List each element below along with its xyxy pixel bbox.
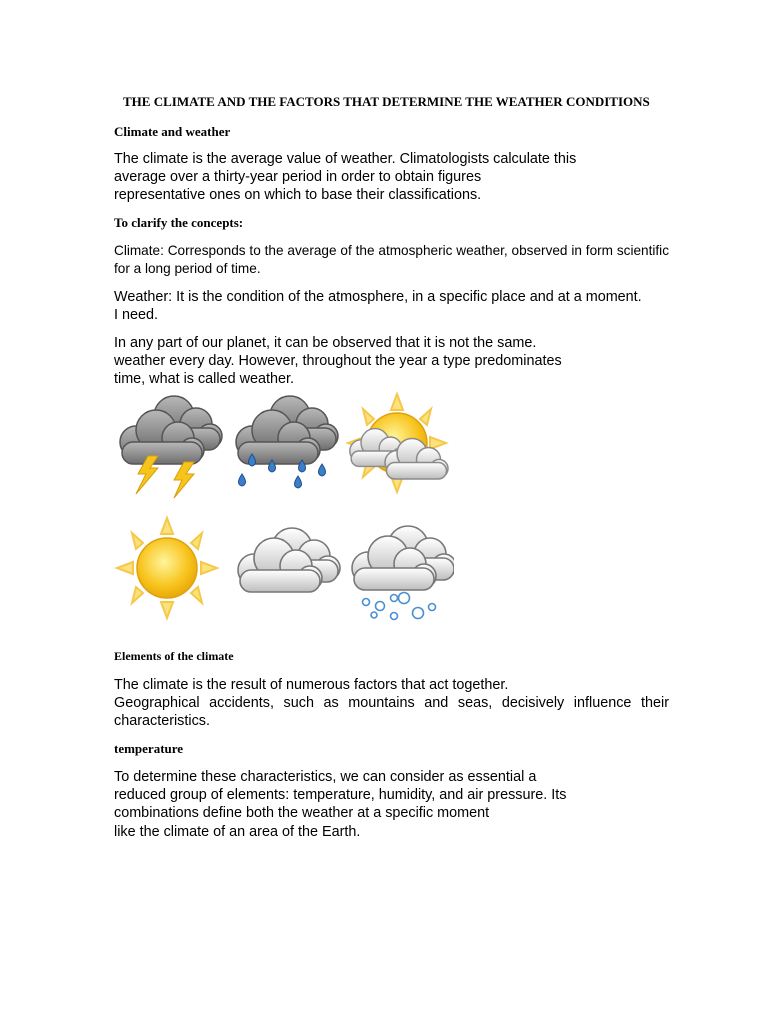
paragraph-planet-weather: In any part of our planet, it can be observed that it is not the same. weather every day. However, throughout the year a type predominates time, what is called weather. bbox=[114, 335, 562, 388]
paragraph-weather-concept: Weather: It is the condition of the atmosphere, in a specific place and at a moment. I need. bbox=[114, 289, 642, 324]
rain-icon bbox=[236, 396, 338, 488]
section-heading-elements-of-climate: Elements of the climate bbox=[114, 649, 234, 663]
paragraph-climate-definition: The climate is the average value of weather. Climatologists calculate this average over a thirty-year period in order to obtain figures representative ones on which to base their classifications. bbox=[114, 151, 577, 204]
section-heading-clarify-concepts: To clarify the concepts: bbox=[114, 215, 244, 230]
snow-icon bbox=[352, 526, 454, 620]
weather-icons-svg bbox=[112, 390, 454, 630]
document-title: THE CLIMATE AND THE FACTORS THAT DETERMINE THE WEATHER CONDITIONS bbox=[123, 94, 650, 109]
partly-cloudy-icon bbox=[348, 394, 448, 492]
sun-icon bbox=[117, 518, 217, 618]
paragraph-climate-elements: The climate is the result of numerous factors that act together. Geographical accidents, such as mountains and seas, decisively influence their characteristics. bbox=[114, 677, 669, 730]
paragraph-climate-concept: Climate: Corresponds to the average of the atmospheric weather, observed in form scientific for a long period of time. bbox=[114, 243, 669, 277]
cloudy-icon bbox=[238, 528, 340, 592]
thunderstorm-icon bbox=[120, 396, 222, 498]
paragraph-temperature: To determine these characteristics, we can consider as essential a reduced group of elements: temperature, humidity, and air pressure. Its combinations define both the weather at a specific moment like the climate of an area of the Earth. bbox=[114, 769, 567, 840]
section-heading-climate-and-weather: Climate and weather bbox=[114, 124, 231, 139]
weather-icons-illustration bbox=[112, 390, 454, 630]
section-heading-temperature: temperature bbox=[114, 741, 184, 756]
